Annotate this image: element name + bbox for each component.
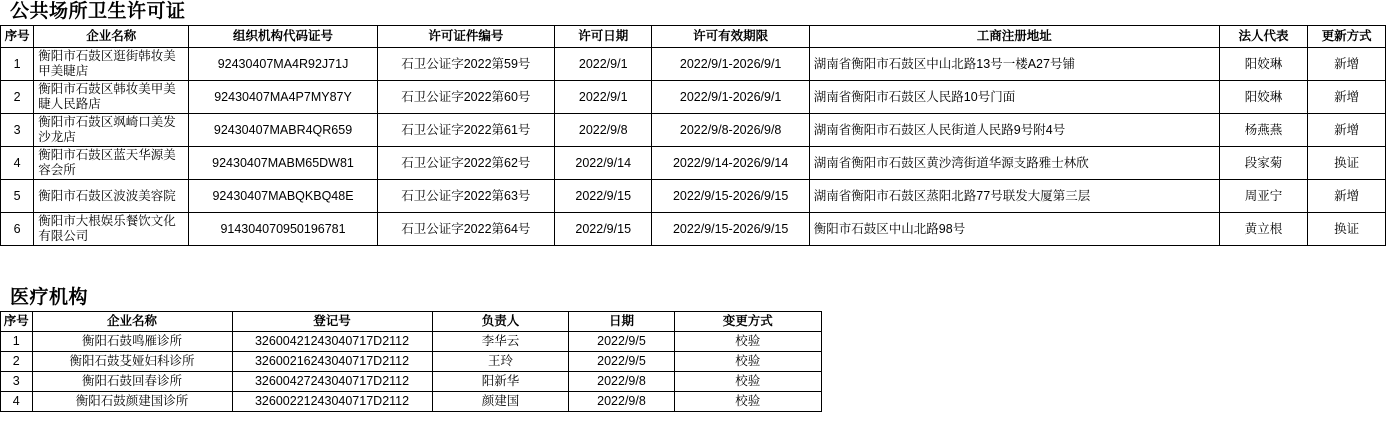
- cell-seq: 3: [1, 372, 33, 392]
- table-row: [1, 48, 1386, 81]
- table-row: [1, 372, 822, 392]
- cell-company-name: 衡阳市石鼓区波波美容院: [34, 180, 189, 213]
- cell-registered-address: 湖南省衡阳市石鼓区中山北路13号一楼A27号铺: [809, 48, 1219, 81]
- cell-valid-period: 2022/9/15-2026/9/15: [652, 180, 809, 213]
- table-row: [1, 114, 1386, 147]
- cell-registered-address: 衡阳市石鼓区中山北路98号: [809, 213, 1219, 246]
- table-row: [1, 213, 1386, 246]
- cell-registered-address: 湖南省衡阳市石鼓区黄沙湾街道华源支路雅士林欣: [809, 147, 1219, 180]
- cell-company-name: 衡阳石鼓颜建国诊所: [32, 392, 232, 412]
- cell-registration-number: 32600216243040717D2112: [232, 352, 432, 372]
- cell-license-date: 2022/9/1: [554, 48, 652, 81]
- cell-company-name: 衡阳市石鼓区飒崎口美发沙龙店: [34, 114, 189, 147]
- cell-date: 2022/9/8: [569, 392, 674, 412]
- table-row: [1, 180, 1386, 213]
- cell-license-date: 2022/9/14: [554, 147, 652, 180]
- cell-person-in-charge: 李华云: [432, 332, 569, 352]
- cell-seq: 3: [1, 114, 34, 147]
- cell-company-name: 衡阳市大根娱乐餐饮文化有限公司: [34, 213, 189, 246]
- cell-org-code: 92430407MA4R92J71J: [189, 48, 377, 81]
- cell-license-number: 石卫公证字2022第63号: [377, 180, 554, 213]
- column-header-org-code: 组织机构代码证号: [189, 26, 377, 48]
- cell-org-code: 92430407MA4P7MY87Y: [189, 81, 377, 114]
- column-header-registration-number: 登记号: [232, 312, 432, 332]
- section-title-medical-institutions: 医疗机构: [10, 287, 89, 308]
- cell-person-in-charge: 阳新华: [432, 372, 569, 392]
- cell-org-code: 92430407MABM65DW81: [189, 147, 377, 180]
- cell-license-number: 石卫公证字2022第62号: [377, 147, 554, 180]
- cell-change-type: 校验: [674, 372, 821, 392]
- cell-person-in-charge: 颜建国: [432, 392, 569, 412]
- cell-date: 2022/9/8: [569, 372, 674, 392]
- column-header-company-name: 企业名称: [32, 312, 232, 332]
- table-header-row: [1, 26, 1386, 48]
- cell-org-code: 92430407MABQKBQ48E: [189, 180, 377, 213]
- column-header-change-type: 变更方式: [674, 312, 821, 332]
- cell-company-name: 衡阳市石鼓区韩妆美甲美睫人民路店: [34, 81, 189, 114]
- cell-license-number: 石卫公证字2022第59号: [377, 48, 554, 81]
- cell-registration-number: 32600221243040717D2112: [232, 392, 432, 412]
- column-header-valid-period: 许可有效期限: [652, 26, 809, 48]
- table-row: [1, 392, 822, 412]
- cell-legal-rep: 段家菊: [1219, 147, 1308, 180]
- cell-legal-rep: 杨燕燕: [1219, 114, 1308, 147]
- cell-company-name: 衡阳石鼓鸣雁诊所: [32, 332, 232, 352]
- cell-company-name: 衡阳市石鼓区蓝天华源美容会所: [34, 147, 189, 180]
- cell-seq: 4: [1, 147, 34, 180]
- column-header-company-name: 企业名称: [34, 26, 189, 48]
- cell-license-date: 2022/9/15: [554, 180, 652, 213]
- cell-update-type: 换证: [1308, 147, 1386, 180]
- cell-seq: 4: [1, 392, 33, 412]
- cell-seq: 1: [1, 48, 34, 81]
- cell-registration-number: 32600427243040717D2112: [232, 372, 432, 392]
- column-header-seq: 序号: [1, 312, 33, 332]
- cell-update-type: 新增: [1308, 180, 1386, 213]
- cell-change-type: 校验: [674, 352, 821, 372]
- cell-license-date: 2022/9/8: [554, 114, 652, 147]
- cell-registered-address: 湖南省衡阳市石鼓区蒸阳北路77号联发大厦第三层: [809, 180, 1219, 213]
- cell-seq: 1: [1, 332, 33, 352]
- section-title-public-places: 公共场所卫生许可证: [10, 1, 186, 22]
- cell-company-name: 衡阳石鼓芟娅妇科诊所: [32, 352, 232, 372]
- cell-legal-rep: 黄立根: [1219, 213, 1308, 246]
- cell-seq: 2: [1, 81, 34, 114]
- cell-registration-number: 32600421243040717D2112: [232, 332, 432, 352]
- cell-license-number: 石卫公证字2022第61号: [377, 114, 554, 147]
- cell-valid-period: 2022/9/15-2026/9/15: [652, 213, 809, 246]
- cell-seq: 6: [1, 213, 34, 246]
- column-header-registered-address: 工商注册地址: [809, 26, 1219, 48]
- column-header-license-number: 许可证件编号: [377, 26, 554, 48]
- cell-license-date: 2022/9/1: [554, 81, 652, 114]
- cell-legal-rep: 阳姣琳: [1219, 81, 1308, 114]
- cell-seq: 5: [1, 180, 34, 213]
- table-row: [1, 147, 1386, 180]
- column-header-date: 日期: [569, 312, 674, 332]
- table-row: [1, 352, 822, 372]
- cell-valid-period: 2022/9/1-2026/9/1: [652, 81, 809, 114]
- column-header-license-date: 许可日期: [554, 26, 652, 48]
- cell-update-type: 新增: [1308, 114, 1386, 147]
- cell-license-date: 2022/9/15: [554, 213, 652, 246]
- cell-valid-period: 2022/9/8-2026/9/8: [652, 114, 809, 147]
- cell-seq: 2: [1, 352, 33, 372]
- medical-institutions-table: [0, 311, 822, 412]
- cell-person-in-charge: 王玲: [432, 352, 569, 372]
- cell-registered-address: 湖南省衡阳市石鼓区人民街道人民路9号附4号: [809, 114, 1219, 147]
- public-places-license-table: [0, 25, 1386, 246]
- column-header-legal-rep: 法人代表: [1219, 26, 1308, 48]
- cell-change-type: 校验: [674, 332, 821, 352]
- cell-company-name: 衡阳市石鼓区逛街韩妆美甲美睫店: [34, 48, 189, 81]
- section-spacer: [0, 246, 1386, 284]
- column-header-person-in-charge: 负责人: [432, 312, 569, 332]
- cell-org-code: 914304070950196781: [189, 213, 377, 246]
- table-header-row: [1, 312, 822, 332]
- cell-update-type: 新增: [1308, 48, 1386, 81]
- cell-date: 2022/9/5: [569, 332, 674, 352]
- cell-valid-period: 2022/9/1-2026/9/1: [652, 48, 809, 81]
- cell-change-type: 校验: [674, 392, 821, 412]
- cell-date: 2022/9/5: [569, 352, 674, 372]
- cell-org-code: 92430407MABR4QR659: [189, 114, 377, 147]
- cell-company-name: 衡阳石鼓回春诊所: [32, 372, 232, 392]
- cell-license-number: 石卫公证字2022第64号: [377, 213, 554, 246]
- cell-legal-rep: 周亚宁: [1219, 180, 1308, 213]
- column-header-seq: 序号: [1, 26, 34, 48]
- cell-valid-period: 2022/9/14-2026/9/14: [652, 147, 809, 180]
- cell-update-type: 新增: [1308, 81, 1386, 114]
- cell-legal-rep: 阳姣琳: [1219, 48, 1308, 81]
- cell-registered-address: 湖南省衡阳市石鼓区人民路10号门面: [809, 81, 1219, 114]
- column-header-update-type: 更新方式: [1308, 26, 1386, 48]
- cell-license-number: 石卫公证字2022第60号: [377, 81, 554, 114]
- table-row: [1, 332, 822, 352]
- table-row: [1, 81, 1386, 114]
- cell-update-type: 换证: [1308, 213, 1386, 246]
